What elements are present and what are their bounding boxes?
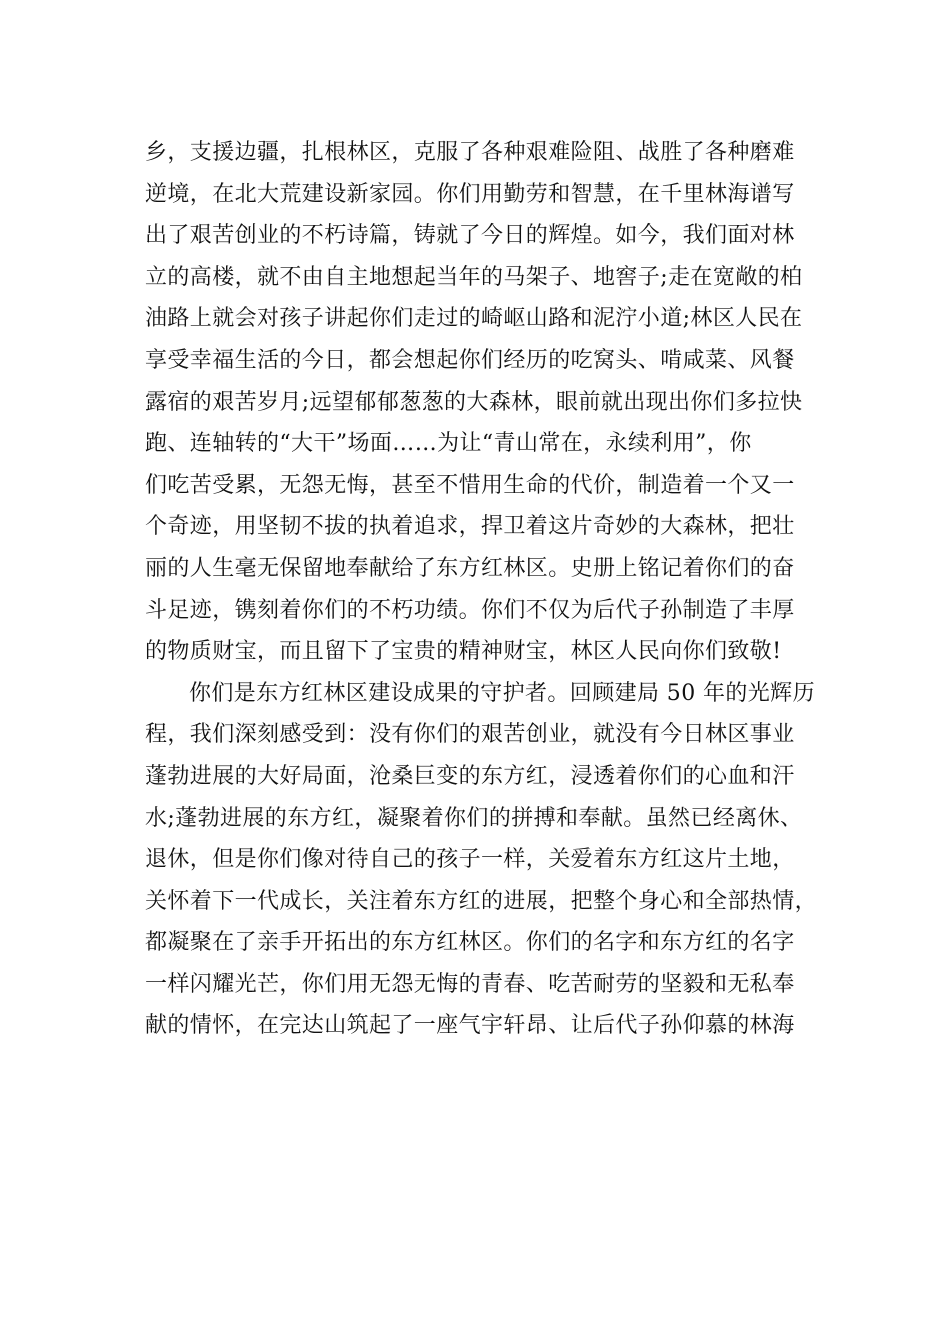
paragraph-line: 都凝聚在了亲手开拓出的东方红林区。你们的名字和东方红的名字 <box>145 930 795 956</box>
paragraph-line: 的物质财宝，而且留下了宝贵的精神财宝，林区人民向你们致敬! <box>145 639 782 665</box>
paragraph-line: 斗足迹，镌刻着你们的不朽功绩。你们不仅为后代子孙制造了丰厚 <box>145 597 795 623</box>
paragraph-line: 跑、连轴转的“大干”场面……为让“青山常在，永续利用”，你 <box>145 431 752 457</box>
document-body <box>145 132 825 1047</box>
paragraph-1 <box>145 132 825 673</box>
paragraph-line: 立的高楼，就不由自主地想起当年的马架子、地窖子;走在宽敞的柏 <box>145 264 803 290</box>
paragraph-line: 一样闪耀光芒，你们用无怨无悔的青春、吃苦耐劳的坚毅和无私奉 <box>145 971 795 997</box>
paragraph-line: 程，我们深刻感受到：没有你们的艰苦创业，就没有今日林区事业 <box>145 722 795 748</box>
paragraph-line: 油路上就会对孩子讲起你们走过的崎岖山路和泥泞小道;林区人民在 <box>145 306 803 332</box>
paragraph-line: 们吃苦受累，无怨无悔，甚至不惜用生命的代价，制造着一个又一 <box>145 472 795 498</box>
paragraph-line: 享受幸福生活的今日，都会想起你们经历的吃窝头、啃咸菜、风餐 <box>145 347 795 373</box>
paragraph-line: 退休，但是你们像对待自己的孩子一样，关爱着东方红这片土地， <box>145 847 795 873</box>
paragraph-line: 乡，支援边疆，扎根林区，克服了各种艰难险阻、战胜了各种磨难 <box>145 140 795 165</box>
paragraph-line: 蓬勃进展的大好局面，沧桑巨变的东方红，浸透着你们的心血和汗 <box>145 763 795 789</box>
paragraph-2 <box>145 673 825 1047</box>
paragraph-line: 献的情怀，在完达山筑起了一座气宇轩昂、让后代子孙仰慕的林海 <box>145 1013 795 1039</box>
paragraph-line: 逆境，在北大荒建设新家园。你们用勤劳和智慧，在千里林海谱写 <box>145 181 795 207</box>
paragraph-line: 关怀着下一代成长，关注着东方红的进展，把整个身心和全部热情， <box>145 888 818 914</box>
paragraph-line: 丽的人生毫无保留地奉献给了东方红林区。史册上铭记着你们的奋 <box>145 555 795 581</box>
paragraph-line: 你们是东方红林区建设成果的守护者。回顾建局 50 年的光辉历 <box>189 680 815 706</box>
paragraph-line: 露宿的艰苦岁月;远望郁郁葱葱的大森林，眼前就出现出你们多拉快 <box>145 389 803 415</box>
paragraph-line: 水;蓬勃进展的东方红，凝聚着你们的拼搏和奉献。虽然已经离休、 <box>145 805 803 831</box>
paragraph-line: 个奇迹，用坚韧不拔的执着追求，捍卫着这片奇妙的大森林，把壮 <box>145 514 795 540</box>
paragraph-line: 出了艰苦创业的不朽诗篇，铸就了今日的辉煌。如今，我们面对林 <box>145 223 795 249</box>
